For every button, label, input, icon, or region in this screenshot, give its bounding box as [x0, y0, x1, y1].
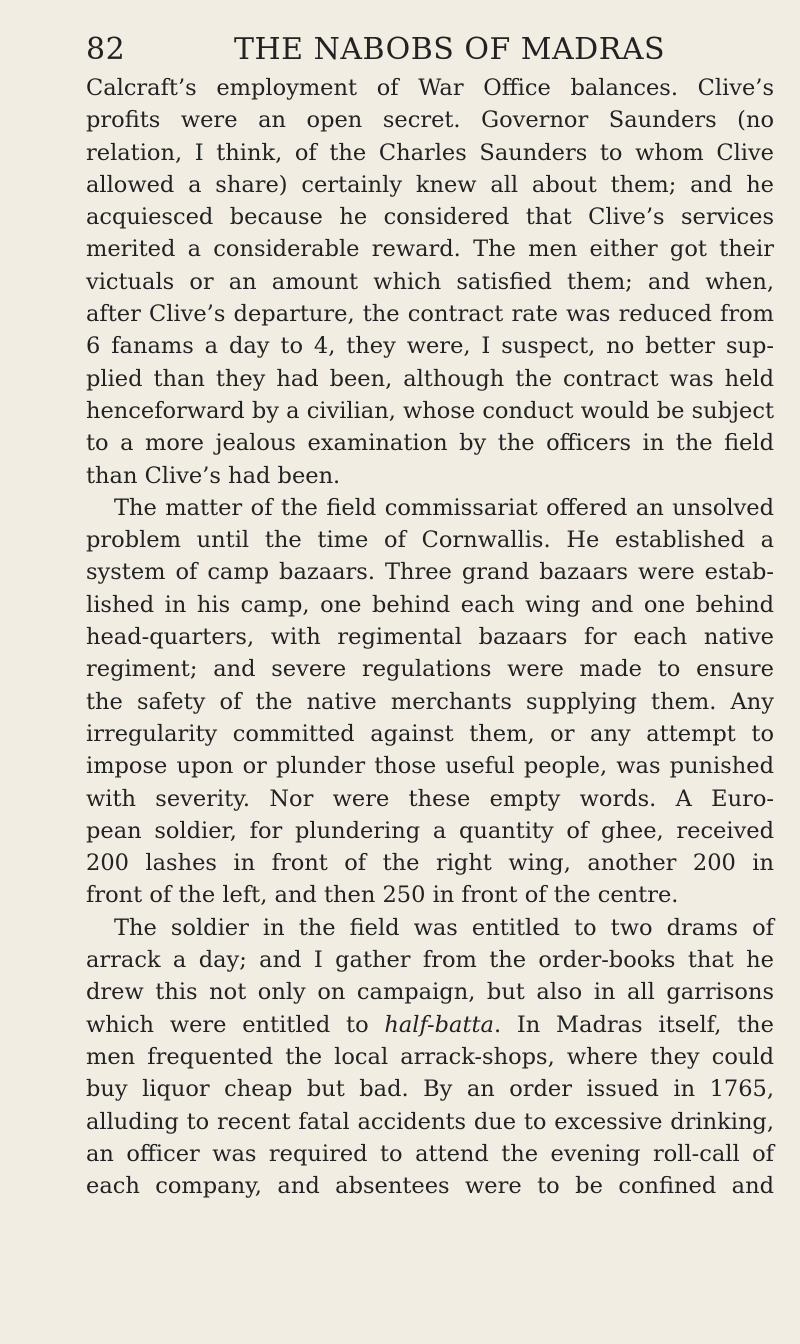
text-line: men frequented the local arrack-shops, where they could — [86, 1043, 774, 1070]
text-line: than Clive’s had been. — [86, 462, 341, 489]
text-line: 200 lashes in front of the right wing, another 200 in — [86, 850, 774, 877]
italic-term: half-batta — [384, 1011, 494, 1038]
text-line: alluding to recent fatal accidents due to excessive drinking, — [86, 1108, 774, 1135]
text-line: acquiesced because he considered that Clive’s services — [86, 204, 774, 231]
text-line: merited a considerable reward. The men either got their — [86, 236, 774, 263]
text-line: with severity. Nor were these empty words. A Euro- — [86, 785, 774, 812]
text-line: 6 fanams a day to 4, they were, I suspect, no better sup- — [86, 333, 774, 360]
running-title: THE NABOBS OF MADRAS — [234, 32, 666, 67]
text-fragment: which were entitled to — [86, 1011, 385, 1038]
text-line: plied than they had been, although the contract was held — [86, 365, 774, 392]
text-line: profits were an open secret. Governor Saunders (no — [86, 107, 774, 134]
text-line: front of the left, and then 250 in front of the centre. — [86, 882, 679, 909]
text-line: problem until the time of Cornwallis. He established a — [86, 527, 774, 554]
text-line: allowed a share) certainly knew all about them; and he — [86, 171, 774, 198]
text-line: pean soldier, for plundering a quantity of ghee, received — [86, 817, 774, 844]
text-line: arrack a day; and I gather from the order-books that he — [86, 947, 774, 974]
paragraph-start-line: The soldier in the field was entitled to two drams of — [114, 914, 774, 941]
text-line: head-quarters, with regimental bazaars for each native — [86, 624, 774, 651]
text-line-with-italic — [86, 1009, 774, 1041]
paragraph-start-line: The matter of the field commissariat offered an unsolved — [114, 494, 774, 521]
text-line: system of camp bazaars. Three grand bazaars were estab- — [86, 559, 774, 586]
text-line: impose upon or plunder those useful people, was punished — [86, 753, 774, 780]
text-line: irregularity committed against them, or any attempt to — [86, 720, 774, 747]
body-text — [86, 72, 774, 1202]
text-line: Calcraft’s employment of War Office balances. Clive’s — [86, 75, 774, 101]
text-line: after Clive’s departure, the contract rate was reduced from — [86, 301, 774, 328]
text-line: buy liquor cheap but bad. By an order issued in 1765, — [86, 1076, 774, 1103]
text-line: to a more jealous examination by the officers in the field — [86, 430, 774, 457]
text-line: an officer was required to attend the evening roll-call of — [86, 1140, 774, 1167]
text-line: drew this not only on campaign, but also in all garrisons — [86, 979, 774, 1006]
text-line: each company, and absentees were to be confined and — [86, 1173, 774, 1200]
text-line: henceforward by a civilian, whose conduct would be subject — [86, 397, 774, 424]
page-header — [86, 32, 726, 68]
text-line: the safety of the native merchants supplying them. Any — [86, 688, 774, 715]
page-number: 82 — [86, 32, 126, 67]
text-line: lished in his camp, one behind each wing and one behind — [86, 591, 774, 618]
text-line: regiment; and severe regulations were made to ensure — [86, 656, 774, 683]
text-line: victuals or an amount which satisfied them; and when, — [86, 268, 774, 295]
text-fragment: . In Madras itself, the — [493, 1011, 774, 1038]
text-line: relation, I think, of the Charles Saunders to whom Clive — [86, 139, 774, 166]
